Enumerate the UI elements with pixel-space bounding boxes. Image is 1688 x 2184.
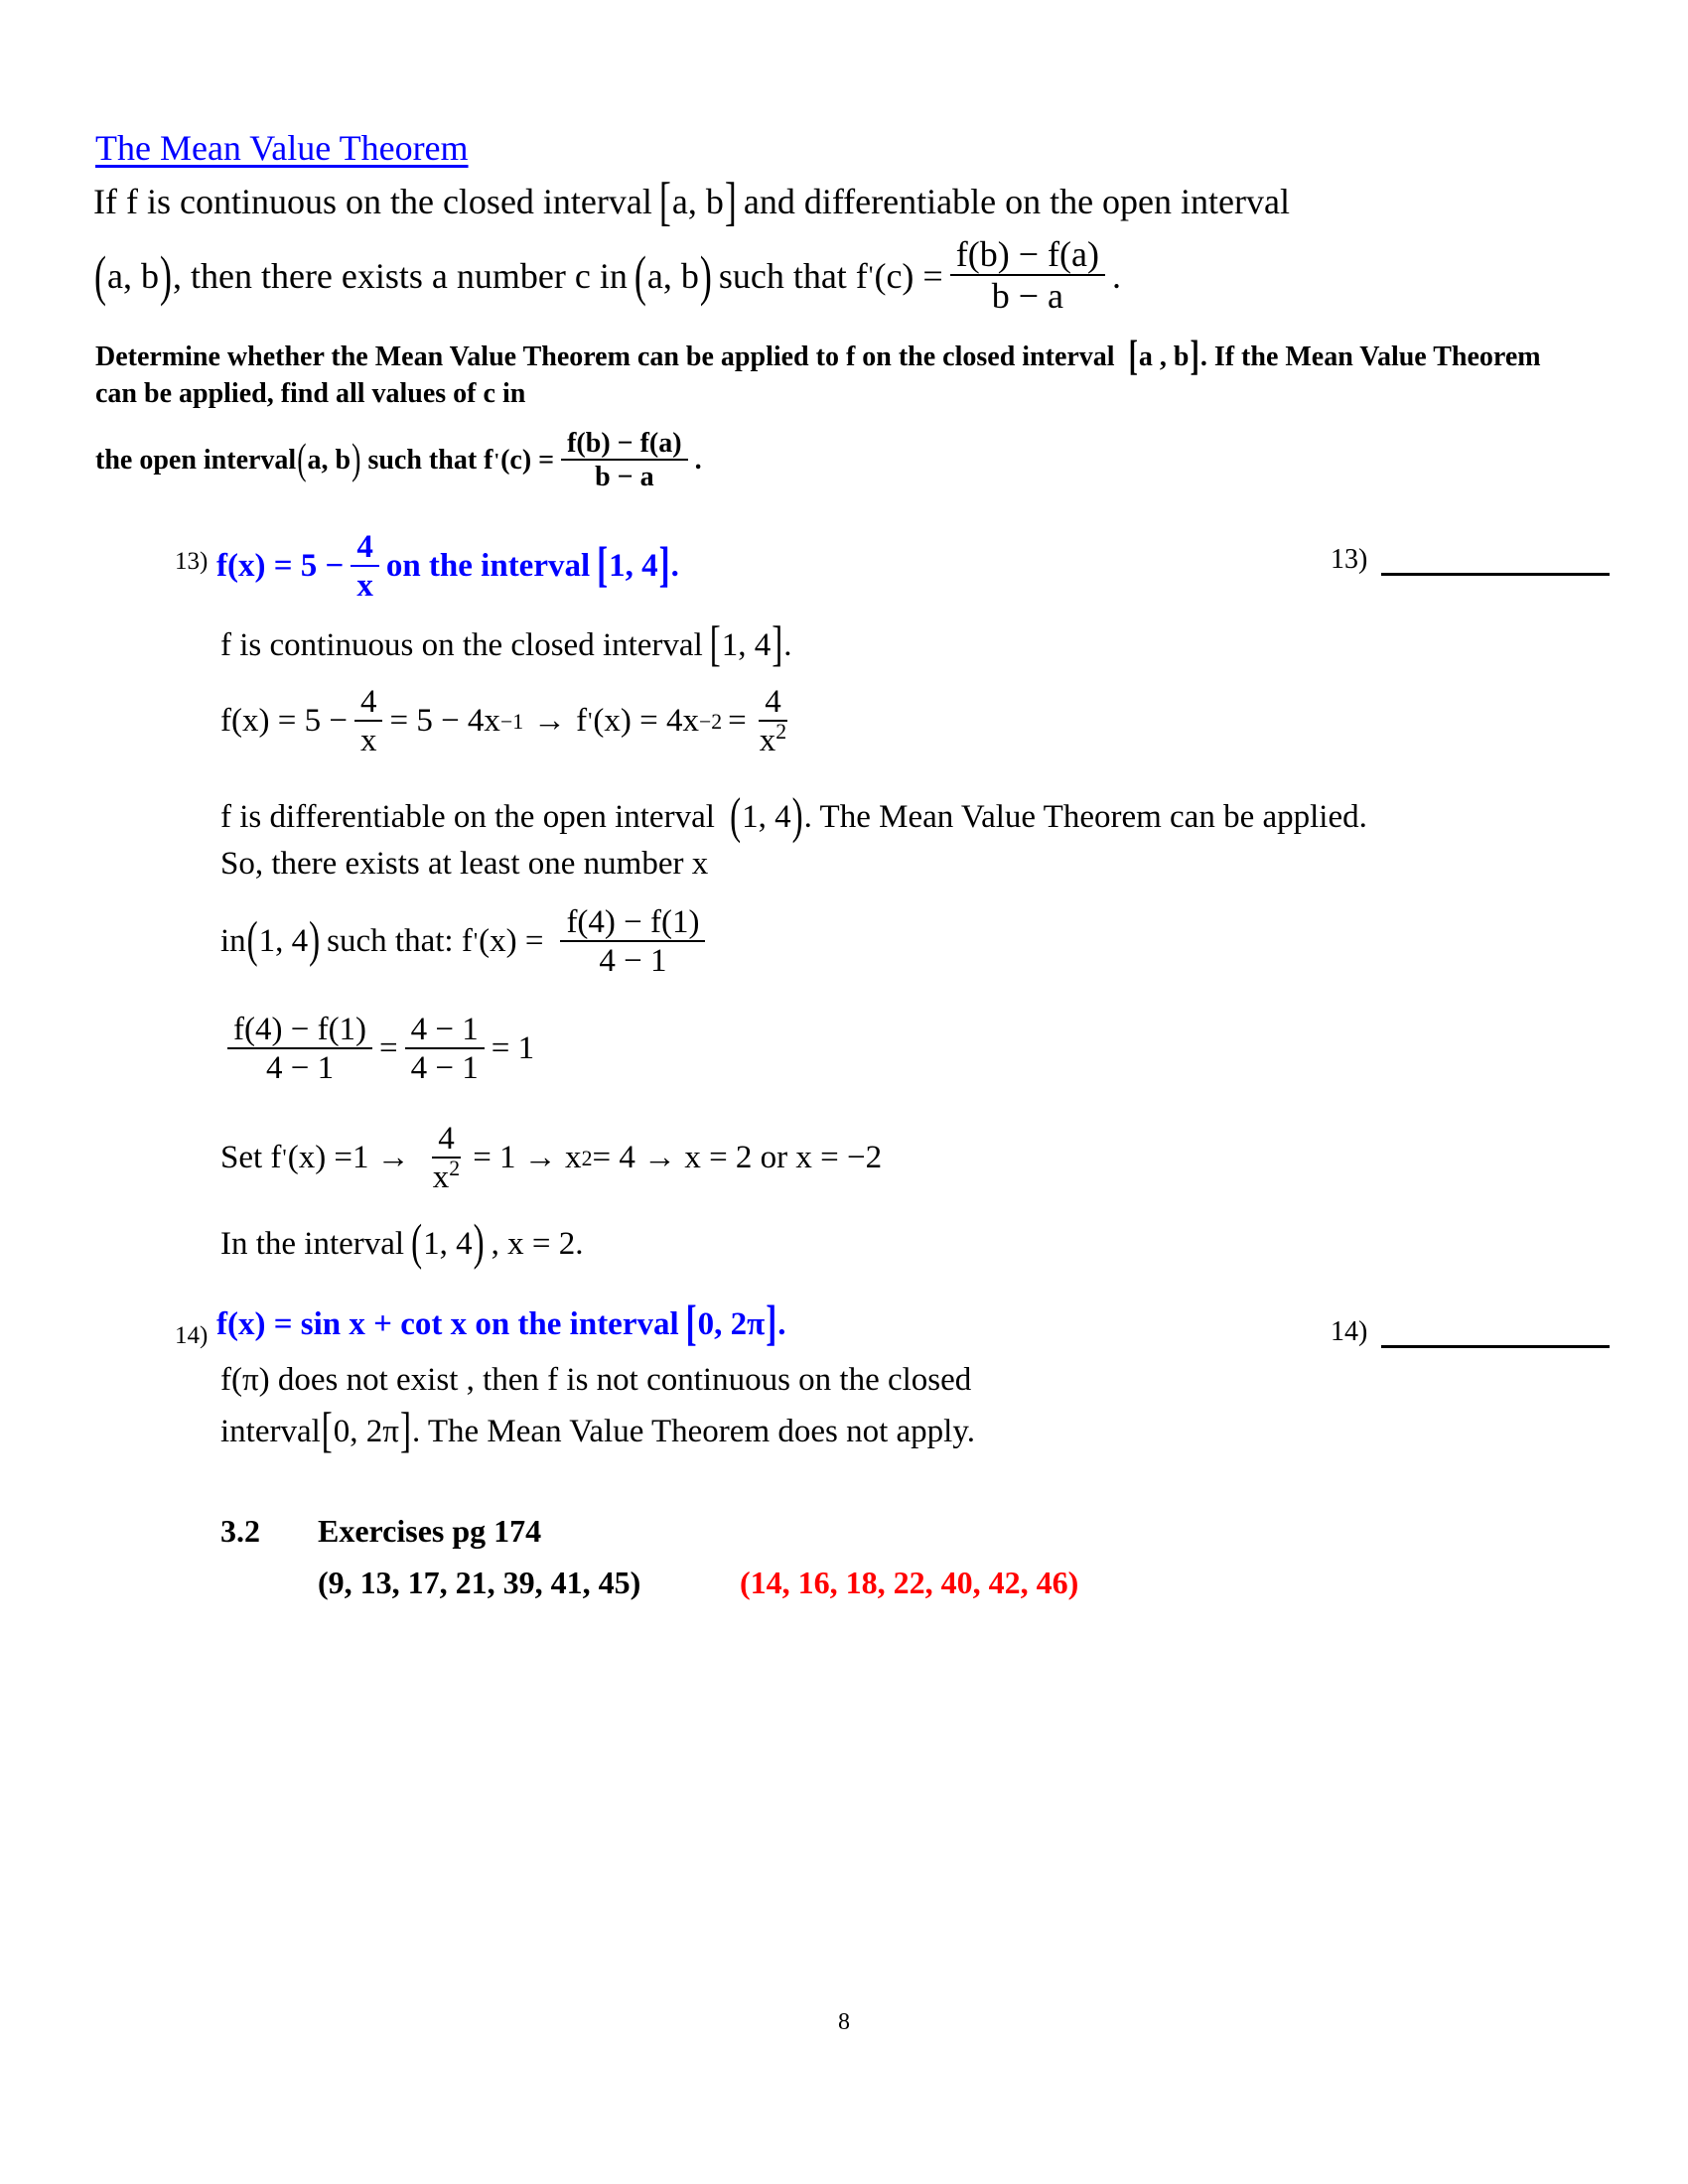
problem-13-statement: [216, 530, 679, 604]
page-title: The Mean Value Theorem: [95, 128, 469, 168]
problem-13-solution-line-7: [220, 1215, 584, 1272]
bracket-open-p14: [: [685, 1297, 697, 1351]
p13-sol4-interval: 1, 4: [258, 923, 309, 960]
p13-sol2-c: f: [576, 703, 588, 740]
mvt-fraction-numerator: f(b) − f(a): [950, 236, 1105, 276]
interval-ab-open: a, b: [107, 255, 159, 296]
problem-13-answer-number: 13): [1331, 544, 1368, 575]
p13-sol2-frac2-den-base: x: [759, 723, 776, 759]
p13-sol6-c: = 1 → x: [473, 1140, 582, 1176]
p14-sol2-interval: 0, 2π: [333, 1414, 399, 1449]
problem-13-fraction: [351, 530, 379, 604]
problem-13-number: 13): [175, 548, 209, 575]
p13-sol6-frac-den: [427, 1159, 466, 1194]
p13-sol4-fraction: [560, 905, 705, 979]
problem-13-tail: on the interval: [385, 548, 591, 585]
problem-13-interval: 1, 4: [609, 548, 658, 585]
exercises-section-number: 3.2: [220, 1513, 260, 1549]
bracket-open-sol1: [: [709, 617, 721, 672]
paren-close-instr3: ): [352, 435, 361, 483]
paren-close: ): [159, 244, 172, 307]
problem-14-period: .: [777, 1306, 786, 1342]
theorem-text-b: and differentiable on the open interval: [743, 182, 1290, 221]
theorem-text-c: , then there exists a number c in: [172, 255, 628, 296]
p13-sol6-frac-den-exp: 2: [449, 1157, 461, 1181]
bracket-close-p14-sol: ]: [399, 1404, 411, 1458]
p13-sol2-frac2-den: [754, 722, 792, 757]
p13-sol4-c: (x) =: [479, 923, 544, 960]
p13-sol2-frac1-den: x: [359, 723, 377, 759]
instructions-line3-b: such that f: [367, 444, 493, 476]
problem-13-solution-line-5: [220, 1013, 534, 1086]
p13-sol3-b: . The Mean Value Theorem can be applied. So, there exists at least one number x: [220, 799, 1367, 882]
instructions-period: .: [694, 444, 702, 476]
theorem-text-a: If f is continuous on the closed interval: [93, 182, 652, 221]
instructions-text-b: . If the Mean Value Theorem can be applied, find all values of c in: [95, 341, 1541, 409]
bracket-open-p13: [: [597, 539, 609, 594]
p13-sol2-d: (x) = 4x: [593, 703, 699, 740]
paren-open-sol4: (: [246, 913, 258, 969]
problem-13-solution-line-2: f(x) = 5 − $\frac{4}{x}$ = 5 − 4x −1 → f ' (x) = 4x −2 = $\frac{4}{x^2}$: [220, 685, 799, 758]
paren-open-instr3: (: [297, 435, 307, 483]
p13-sol2-e: =: [728, 703, 747, 740]
instructions-line3-interval: a, b: [307, 444, 352, 476]
paren-open: (: [94, 244, 106, 307]
p13-sol6-fraction: [427, 1122, 466, 1195]
exercises-title: Exercises pg 174: [318, 1513, 542, 1549]
p13-sol4-a: in: [220, 923, 246, 960]
problem-13-fx: f(x) = 5 −: [216, 548, 345, 585]
problem-14-solution-line-2: [220, 1404, 975, 1458]
instructions-line-3: the open interval ( a, b ) such that f ' (c) = $\frac{f(b) - f(a)}{b - a}$ .: [95, 428, 702, 493]
instructions-line3-a: the open interval: [95, 444, 297, 476]
mvt-fraction-denominator: b − a: [991, 276, 1063, 317]
paren-close-sol7: ): [473, 1215, 485, 1272]
p13-sol5-frac1-den: 4 − 1: [265, 1050, 335, 1087]
mvt-fraction: [950, 236, 1105, 316]
bracket-close-p13: ]: [658, 539, 670, 594]
problem-14-answer-blank[interactable]: [1381, 1319, 1610, 1348]
problem-14-fx: f(x) = sin x + cot x on the interval: [216, 1306, 679, 1342]
p13-sol6-b: (x) =1 →: [287, 1140, 410, 1176]
instructions-fraction: [561, 429, 687, 491]
p13-sol4-b: such that: f: [327, 923, 473, 960]
instructions-line3-c: (c) =: [500, 444, 555, 476]
instructions-fraction-numerator: f(b) − f(a): [561, 429, 687, 461]
p13-sol4-frac-num: f(4) − f(1): [560, 905, 705, 942]
problem-13-fraction-numerator: 4: [351, 530, 379, 567]
p13-sol2-fraction-1: [354, 685, 383, 758]
bracket-close-p14: ]: [766, 1297, 777, 1351]
exercises-list-red: (14, 16, 18, 22, 40, 42, 46): [740, 1565, 1079, 1600]
instructions-fraction-denominator: b − a: [595, 462, 654, 493]
p13-sol6-a: Set f: [220, 1140, 282, 1176]
theorem-statement-line-1: [93, 172, 1290, 231]
p14-sol2-a: interval: [220, 1414, 321, 1449]
problem-14-answer-row: [1331, 1316, 1610, 1348]
problem-13-answer-blank[interactable]: [1381, 547, 1610, 576]
bracket-close-instr: ]: [1190, 333, 1199, 380]
paren-open-sol7: (: [411, 1215, 423, 1272]
bracket-open: [: [658, 172, 671, 231]
paren-close-sol4: ): [309, 913, 321, 969]
p13-sol5-fraction-1: [227, 1013, 372, 1086]
theorem-text-d: such that f: [718, 255, 868, 296]
p13-sol2-arrow: →: [533, 703, 567, 740]
bracket-open-p14-sol: [: [321, 1404, 333, 1458]
p13-sol5-eq2: = 1: [491, 1030, 535, 1067]
p13-sol1-text: f is continuous on the closed interval: [220, 627, 703, 663]
problem-13-answer-row: [1331, 544, 1610, 576]
bracket-close: ]: [724, 172, 737, 231]
instructions-interval: a , b: [1138, 341, 1190, 372]
p13-sol5-frac1-num: f(4) − f(1): [227, 1013, 372, 1049]
p13-sol3-interval: 1, 4: [742, 799, 791, 835]
theorem-text-e: (c) =: [874, 255, 943, 296]
p13-sol2-frac1-num: 4: [354, 685, 383, 722]
p14-sol2-b: . The Mean Value Theorem does not apply.: [411, 1414, 975, 1449]
p13-sol1-period: .: [783, 627, 792, 663]
theorem-period: .: [1111, 255, 1121, 296]
p13-sol7-a: In the interval: [220, 1226, 405, 1262]
p13-sol5-eq1: =: [379, 1030, 398, 1067]
interval-ab: a, b: [671, 182, 724, 221]
paren-close-sol3: ): [791, 788, 803, 845]
paren-close-2: ): [699, 244, 712, 307]
problem-14-interval: 0, 2π: [697, 1306, 766, 1342]
problem-14-statement: [216, 1297, 786, 1351]
problem-14-number: 14): [175, 1322, 209, 1349]
problem-13-solution-line-1: [220, 617, 792, 672]
p13-sol7-interval: 1, 4: [423, 1226, 473, 1262]
p13-sol2-a: f(x) = 5 −: [220, 703, 348, 740]
paren-open-sol3: (: [730, 788, 742, 845]
paren-open-2: (: [633, 244, 646, 307]
p13-sol2-fraction-2: [754, 685, 792, 758]
p13-sol6-frac-num: 4: [432, 1122, 461, 1159]
instructions-paragraph: [95, 333, 1555, 413]
bracket-open-instr: [: [1128, 333, 1138, 380]
p13-sol7-b: , x = 2.: [491, 1226, 584, 1262]
p13-sol6-frac-den-base: x: [432, 1160, 450, 1196]
problem-13-fraction-denominator: x: [356, 568, 373, 605]
p13-sol2-frac2-den-exp: 2: [775, 720, 787, 745]
page-number: 8: [838, 2009, 850, 2035]
p13-sol2-b: = 5 − 4x: [389, 703, 500, 740]
p13-sol2-frac2-num: 4: [759, 685, 787, 722]
theorem-statement-line-2: ( a, b ) , then there exists a number c in ( a, b ) such that f ' (c) = $\frac{f(b) - f(a)}{b - a}$ .: [94, 234, 1121, 317]
p13-sol5-fraction-2: [405, 1013, 485, 1086]
problem-14-answer-number: 14): [1331, 1316, 1368, 1347]
problem-13-period: .: [670, 548, 679, 585]
bracket-close-sol1: ]: [772, 617, 783, 672]
problem-13-solution-line-4: in ( 1, 4 ) such that: f ' (x) = $\frac{f(4) - f(1)}{4 - 1}$: [220, 905, 712, 979]
p13-sol6-d: = 4 → x = 2 or x = −2: [592, 1140, 883, 1176]
p13-sol5-frac2-den: 4 − 1: [410, 1050, 479, 1087]
interval-ab-open-2: a, b: [646, 255, 699, 296]
p13-sol3-a: f is differentiable on the open interval: [220, 799, 715, 835]
p13-sol1-interval: 1, 4: [721, 627, 772, 663]
instructions-text-a: Determine whether the Mean Value Theorem can be applied to f on the closed interval: [95, 341, 1115, 372]
problem-13-solution-line-6: Set f ' (x) =1 → $\frac{4}{x^2}$ = 1 → x 2 = 4 → x = 2 or x = −2: [220, 1121, 883, 1196]
problem-14-solution-line-1: f(π) does not exist , then f is not continuous on the closed: [220, 1362, 972, 1398]
p13-sol5-frac2-num: 4 − 1: [405, 1013, 485, 1049]
p13-sol4-frac-den: 4 − 1: [599, 943, 667, 980]
problem-13-solution-line-3: [220, 788, 1392, 887]
exercises-list-black: (9, 13, 17, 21, 39, 41, 45): [318, 1565, 641, 1600]
